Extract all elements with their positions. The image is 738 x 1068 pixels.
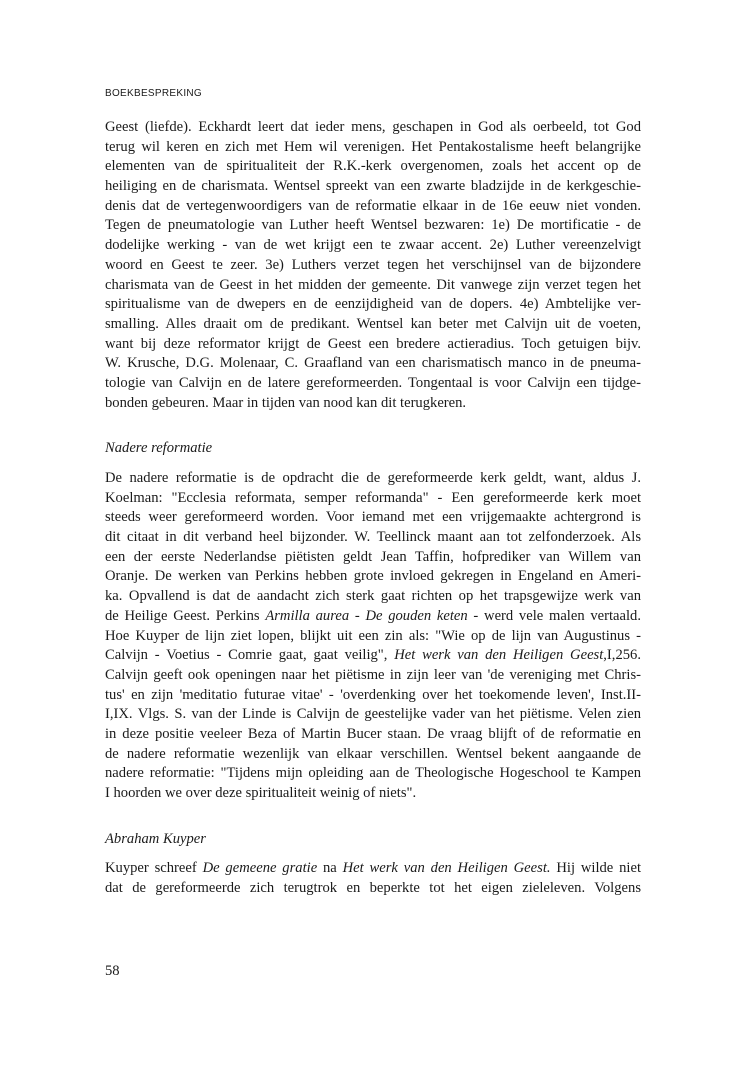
text-line: dit citaat in dit verband heel bijzonder. W. Teellinck maant aan tot zelfonderzoek. Als	[105, 529, 641, 546]
text-line: een der eerste Nederlandse piëtisten geldt Jean Taffin, hofprediker van Willem van	[105, 548, 641, 565]
text-line: Oranje. De werken van Perkins hebben grote invloed gekregen in Engeland en Ameri-	[105, 568, 641, 585]
text-line: dodelijke werking - van de wet krijgt een te zwaar accent. 2e) Luther vereenzelvigt	[105, 237, 641, 254]
paragraph-abraham-kuyper	[105, 859, 641, 898]
section-heading-nadere-reformatie: Nadere reformatie	[105, 440, 213, 457]
text-segment: Hij wilde niet	[550, 860, 641, 877]
text-line-with-title	[105, 646, 641, 666]
text-segment: de Heilige Geest. Perkins	[105, 607, 266, 624]
book-title: De gemeene gratie	[202, 860, 318, 877]
text-line: want bij deze reformator krijgt de Geest een bredere actieradius. Toch getuigen bijv.	[105, 335, 641, 352]
text-line: spiritualisme van de dwepers en de eenzijdigheid van de dopers. 4e) Ambtelijke ver-	[105, 296, 641, 313]
paragraph-pneumatology	[105, 118, 641, 413]
book-title: Armilla aurea - De gouden keten	[265, 607, 468, 624]
text-segment: ,I,256.	[603, 647, 641, 664]
text-line: elementen van de spiritualiteit der R.K.-kerk overgenomen, zoals het accent op de	[105, 158, 641, 175]
text-line: tus' en zijn 'meditatio futurae vitae' - 'overdenking over het toekomende leven', Inst.II-	[105, 686, 641, 703]
text-line: W. Krusche, D.G. Molenaar, C. Graafland van een charismatisch manco in de pneuma-	[105, 355, 641, 372]
book-title: Het werk van den Heiligen Geest.	[342, 860, 551, 877]
text-line: charismata van de Geest in het midden der gemeente. Dit vanwege zijn verzet tegen het	[105, 276, 641, 293]
paragraph-nadere-reformatie	[105, 469, 641, 804]
text-line: terug wil keren en zich met Hem wil verenigen. Het Pentakostalisme heeft belangrijke	[105, 138, 641, 155]
book-title: Het werk van den Heiligen Geest	[394, 647, 604, 664]
text-line: Tegen de pneumatologie van Luther heeft Wentsel bezwaren: 1e) De mortificatie - de	[105, 217, 641, 234]
text-line: Geest (liefde). Eckhardt leert dat ieder mens, geschapen in God als oerbeeld, tot God	[105, 119, 641, 135]
running-header: BOEKBESPREKING	[105, 88, 203, 99]
text-line: De nadere reformatie is de opdracht die de gereformeerde kerk geldt, want, aldus J.	[105, 470, 641, 487]
text-line: heiliging en de charismata. Wentsel spreekt van een zwarte bladzijde in de kerkgeschie-	[105, 178, 641, 195]
text-line: ka. Opvallend is dat de aandacht zich sterk gaat richten op het trapsgewijze werk van	[105, 588, 641, 605]
text-line-with-title	[105, 607, 641, 627]
text-line: de nadere reformatie wezenlijk van elkaar verschillen. Wentsel bekent aangaande de	[105, 745, 641, 762]
body-text	[105, 118, 641, 899]
text-line: woord en Geest te zeer. 3e) Luthers verzet tegen het verschijnsel van de bijzondere	[105, 256, 641, 273]
text-line-with-title	[105, 859, 641, 879]
text-line: in deze positie veeleer Beza of Martin Bucer staan. De vraag blijft of de reformatie en	[105, 725, 641, 742]
text-segment: Calvijn - Voetius - Comrie gaat, gaat veilig",	[105, 647, 395, 664]
text-segment: na	[317, 860, 343, 877]
text-line: nadere reformatie: "Tijdens mijn opleiding aan de Theologische Hogeschool te Kampen	[105, 765, 641, 782]
text-line: steeds weer gereformeerd worden. Voor iemand met een vrijgemaakte achtergrond is	[105, 509, 641, 526]
text-line: Hoe Kuyper de lijn ziet lopen, blijkt uit een zin als: "Wie op de lijn van Augustinus -	[105, 627, 641, 644]
text-line: I hoorden we over deze spiritualiteit weinig of niets".	[105, 785, 417, 802]
text-line: Koelman: "Ecclesia reformata, semper reformanda" - Een gereformeerde kerk moet	[105, 489, 641, 506]
text-line: tologie van Calvijn en de latere gereformeerden. Tongentaal is voor Calvijn een tijdge-	[105, 374, 641, 391]
text-segment: Kuyper schreef	[105, 860, 203, 877]
section-heading-abraham-kuyper: Abraham Kuyper	[105, 830, 206, 847]
page-number: 58	[105, 963, 120, 979]
text-line: dat de gereformeerde zich terugtrok en beperkte tot het eigen zieleleven. Volgens	[105, 880, 641, 897]
text-line: bonden gebeuren. Maar in tijden van nood kan dit terugkeren.	[105, 394, 467, 411]
text-line: smalling. Alles draait om de predikant. Wentsel kan beter met Calvijn uit de voeten,	[105, 315, 641, 332]
text-line: denis dat de vertegenwoordigers van de reformatie elkaar in de 16e eeuw niet vonden.	[105, 197, 641, 214]
text-line: Calvijn geeft ook openingen naar het piëtisme in zijn leer van 'de vereniging met Chris-	[105, 666, 641, 683]
text-line: I,IX. Vlgs. S. van der Linde is Calvijn de geestelijke vader van het piëtisme. Velen zien	[105, 706, 641, 723]
text-segment: - werd vele malen vertaald.	[467, 607, 641, 624]
